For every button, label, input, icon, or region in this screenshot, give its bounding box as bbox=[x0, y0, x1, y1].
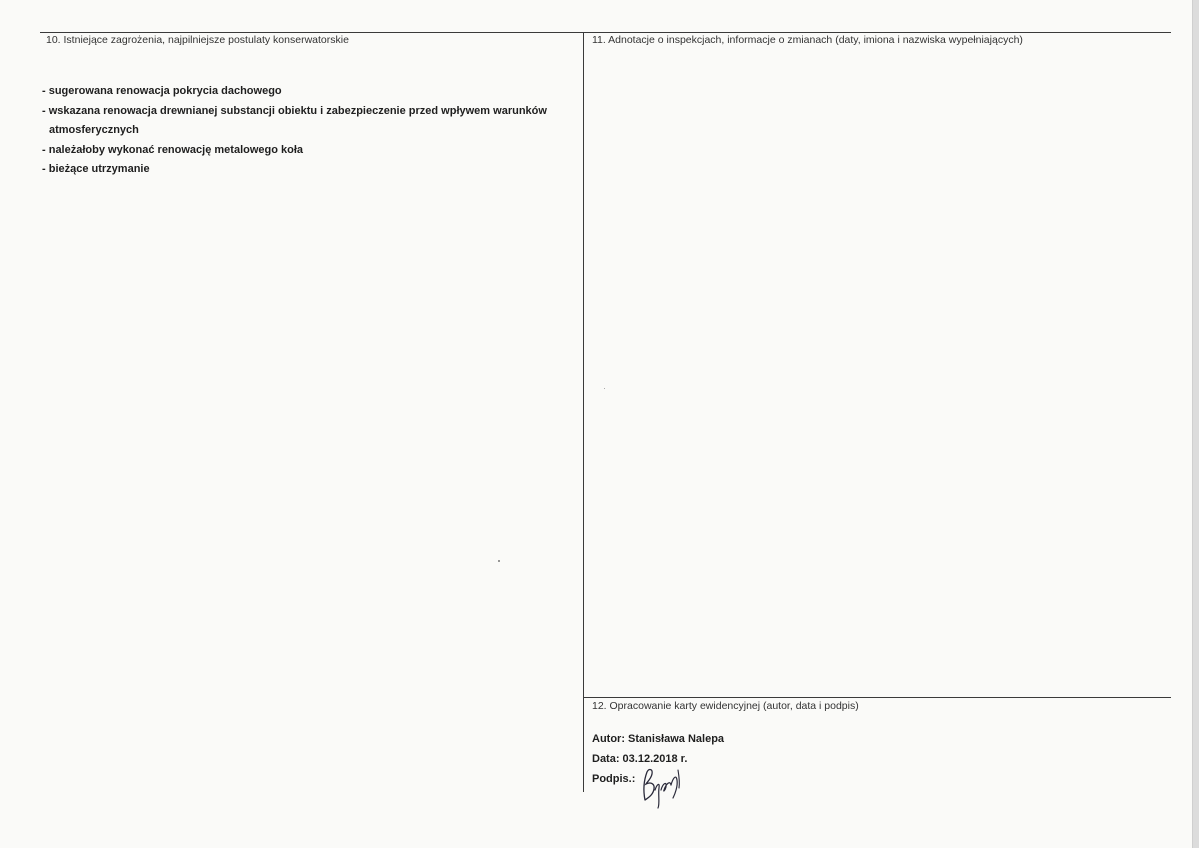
list-item: - wskazana renowacja drewnianej substancji obiektu i zabezpieczenie przed wpływem warunków bbox=[42, 104, 547, 117]
conservation-postulates-list bbox=[42, 82, 577, 180]
section-12-top-rule bbox=[584, 697, 1171, 698]
list-item: - należałoby wykonać renowację metalowego koła bbox=[42, 143, 304, 156]
section-10-header: 10. Istniejące zagrożenia, najpilniejsze postulaty konserwatorskie bbox=[46, 34, 349, 46]
scan-speck bbox=[498, 560, 500, 562]
list-item: - sugerowana renowacja pokrycia dachowego bbox=[42, 85, 282, 97]
handwritten-signature bbox=[640, 764, 682, 810]
column-divider bbox=[583, 32, 584, 792]
section-11-header: 11. Adnotacje o inspekcjach, informacje o zmianach (daty, imiona i nazwiska wypełniających) bbox=[592, 34, 1023, 46]
date-line: Data: 03.12.2018 r. bbox=[592, 753, 688, 765]
scan-speck bbox=[604, 388, 605, 389]
list-item: - bieżące utrzymanie bbox=[42, 163, 150, 175]
scan-edge bbox=[1192, 0, 1199, 848]
section-12-header: 12. Opracowanie karty ewidencyjnej (autor, data i podpis) bbox=[592, 700, 859, 712]
author-line: Autor: Stanisława Nalepa bbox=[592, 733, 725, 745]
section-11-top-rule bbox=[584, 32, 1171, 33]
list-item-continuation bbox=[42, 121, 577, 141]
list-item-continuation-text: atmosferycznych bbox=[49, 124, 139, 136]
section-10-top-rule bbox=[40, 32, 585, 33]
signature-label: Podpis.: bbox=[592, 773, 636, 785]
